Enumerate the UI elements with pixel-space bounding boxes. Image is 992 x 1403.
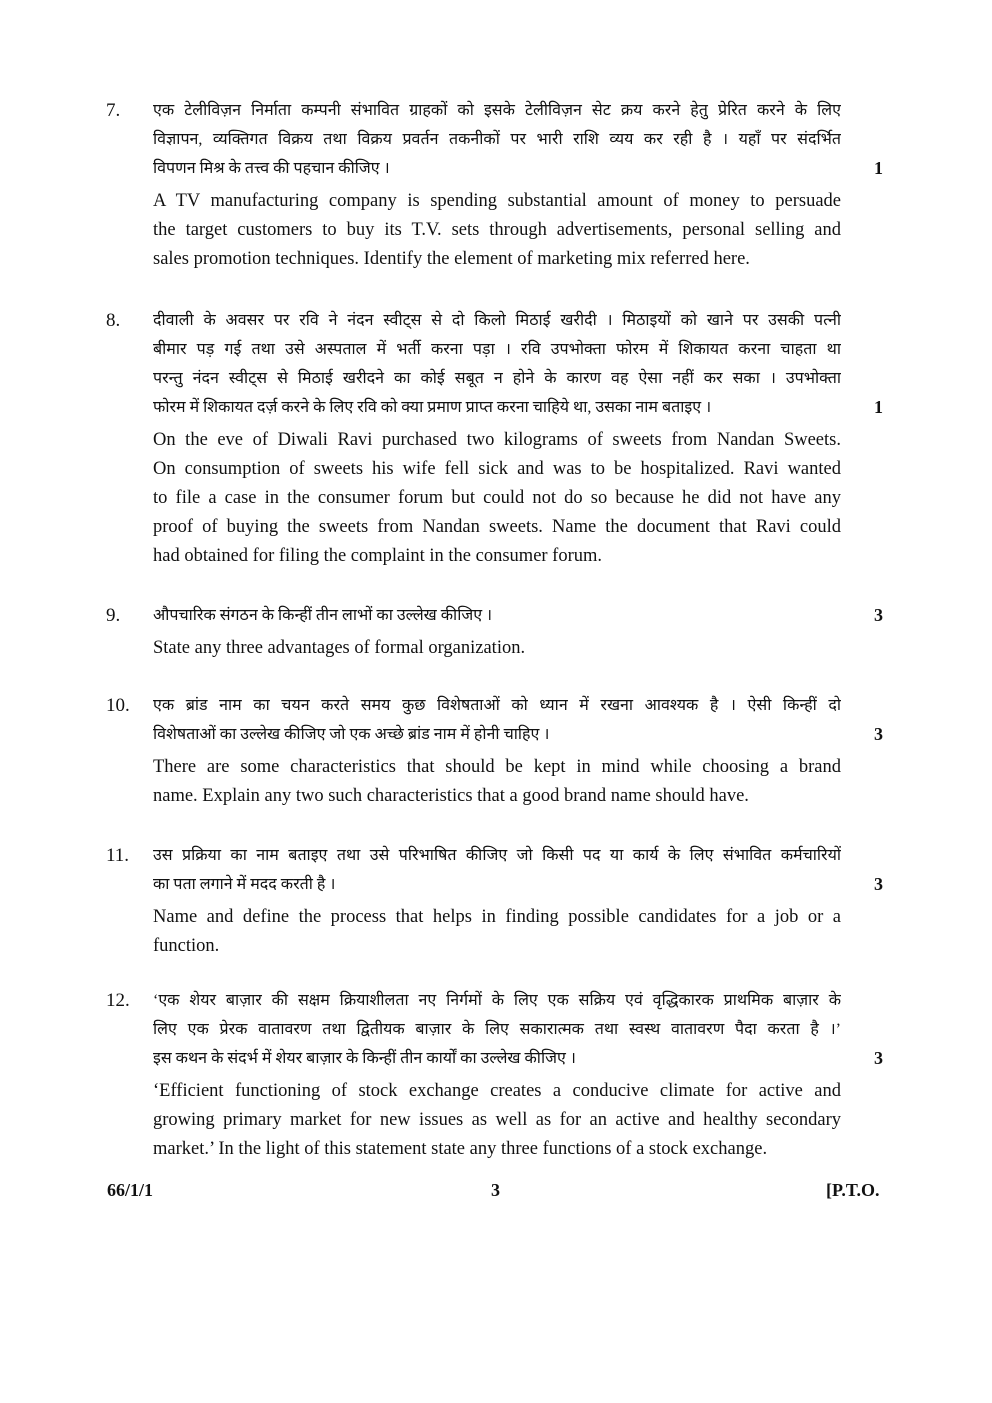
question-number: 8. — [106, 310, 121, 331]
question-number: 9. — [106, 605, 121, 626]
hindi-text-line: औपचारिक संगठन के किन्हीं तीन लाभों का उल्लेख कीजिए । — [153, 607, 493, 624]
marks: 1 — [874, 397, 883, 417]
english-text-line: growing primary market for new issues as well as for an active and healthy secondary — [153, 1110, 841, 1130]
hindi-text-line: इस कथन के संदर्भ में शेयर बाज़ार के किन्हीं तीन कार्यों का उल्लेख कीजिए । — [153, 1050, 576, 1067]
hindi-text-line: विज्ञापन, व्यक्तिगत विक्रय तथा विक्रय प्रवर्तन तकनीकों पर भारी राशि व्यय कर रही है । यहाँ पर संदर्भित — [153, 131, 841, 148]
question-number: 7. — [106, 100, 121, 121]
english-text-line: name. Explain any two such characteristics that a good brand name should have. — [153, 786, 749, 806]
marks: 3 — [874, 874, 883, 894]
english-text-line: On consumption of sweets his wife fell sick and was to be hospitalized. Ravi wanted — [153, 459, 841, 479]
marks: 3 — [874, 724, 883, 744]
hindi-text-line: एक ब्रांड नाम का चयन करते समय कुछ विशेषताओं को ध्यान में रखना आवश्यक है । ऐसी किन्हीं दो — [153, 697, 841, 714]
marks: 1 — [874, 158, 883, 178]
hindi-text-line: विशेषताओं का उल्लेख कीजिए जो एक अच्छे ब्रांड नाम में होनी चाहिए । — [153, 726, 550, 743]
english-text-line: had obtained for filing the complaint in the consumer forum. — [153, 546, 603, 566]
english-text-line: to file a case in the consumer forum but could not do so because he did not have any — [153, 488, 841, 508]
english-text-line: market.’ In the light of this statement state any three functions of a stock exchange. — [153, 1139, 768, 1159]
question-number: 12. — [106, 990, 130, 1011]
hindi-text-line: लिए एक प्रेरक वातावरण तथा द्वितीयक बाज़ार के लिए सकारात्मक तथा स्वस्थ वातावरण पैदा करता है ।’ — [153, 1021, 841, 1038]
hindi-text-line: उस प्रक्रिया का नाम बताइए तथा उसे परिभाषित कीजिए जो किसी पद या कार्य के लिए संभावित कर्मचारियों — [153, 847, 841, 864]
question-number: 11. — [106, 845, 130, 866]
hindi-text-line: एक टेलीविज़न निर्माता कम्पनी संभावित ग्राहकों को इसके टेलीविज़न सेट क्रय करने हेतु प्रेरित करने के लिए — [153, 102, 841, 119]
marks: 3 — [874, 605, 883, 625]
hindi-text-line: दीवाली के अवसर पर रवि ने नंदन स्वीट्स से दो किलो मिठाई खरीदी । मिठाइयों को खाने पर उसकी पत्नी — [153, 312, 841, 329]
hindi-text-line: परन्तु नंदन स्वीट्स से मिठाई खरीदने का कोई सबूत न होने के कारण वह ऐसा नहीं कर सका । उपभोक्ता — [153, 370, 841, 387]
hindi-text-line: विपणन मिश्र के तत्त्व की पहचान कीजिए । — [153, 160, 390, 177]
english-text-line: State any three advantages of formal organization. — [153, 638, 526, 658]
question-number: 10. — [106, 695, 130, 716]
hindi-text-line: बीमार पड़ गई तथा उसे अस्पताल में भर्ती करना पड़ा । रवि उपभोक्ता फोरम में शिकायत करना चाहता था — [153, 341, 841, 358]
english-text-line: On the eve of Diwali Ravi purchased two kilograms of sweets from Nandan Sweets. — [153, 430, 841, 450]
english-text-line: sales promotion techniques. Identify the element of marketing mix referred here. — [153, 249, 750, 269]
please-turn-over: [P.T.O. — [826, 1180, 880, 1200]
hindi-text-line: फोरम में शिकायत दर्ज़ करने के लिए रवि को क्या प्रमाण प्राप्त करना चाहिये था, उसका नाम बताइए । — [153, 399, 712, 416]
paper-code: 66/1/1 — [107, 1180, 154, 1200]
english-text-line: function. — [153, 936, 220, 956]
marks: 3 — [874, 1048, 883, 1068]
english-text-line: Name and define the process that helps in finding possible candidates for a job or a — [153, 907, 841, 927]
english-text-line: A TV manufacturing company is spending substantial amount of money to persuade — [153, 191, 841, 211]
english-text-line: There are some characteristics that should be kept in mind while choosing a brand — [153, 757, 841, 777]
hindi-text-line: का पता लगाने में मदद करती है । — [153, 876, 336, 893]
english-text-line: proof of buying the sweets from Nandan sweets. Name the document that Ravi could — [153, 517, 841, 537]
hindi-text-line: ‘एक शेयर बाज़ार की सक्षम क्रियाशीलता नए निर्गमों के लिए एक सक्रिय एवं वृद्धिकारक प्राथमिक बाज़ार के — [153, 992, 841, 1009]
page-number: 3 — [491, 1180, 500, 1200]
english-text-line: the target customers to buy its T.V. sets through advertisements, personal selling and — [153, 220, 841, 240]
english-text-line: ‘Efficient functioning of stock exchange creates a conducive climate for active and — [153, 1081, 841, 1101]
